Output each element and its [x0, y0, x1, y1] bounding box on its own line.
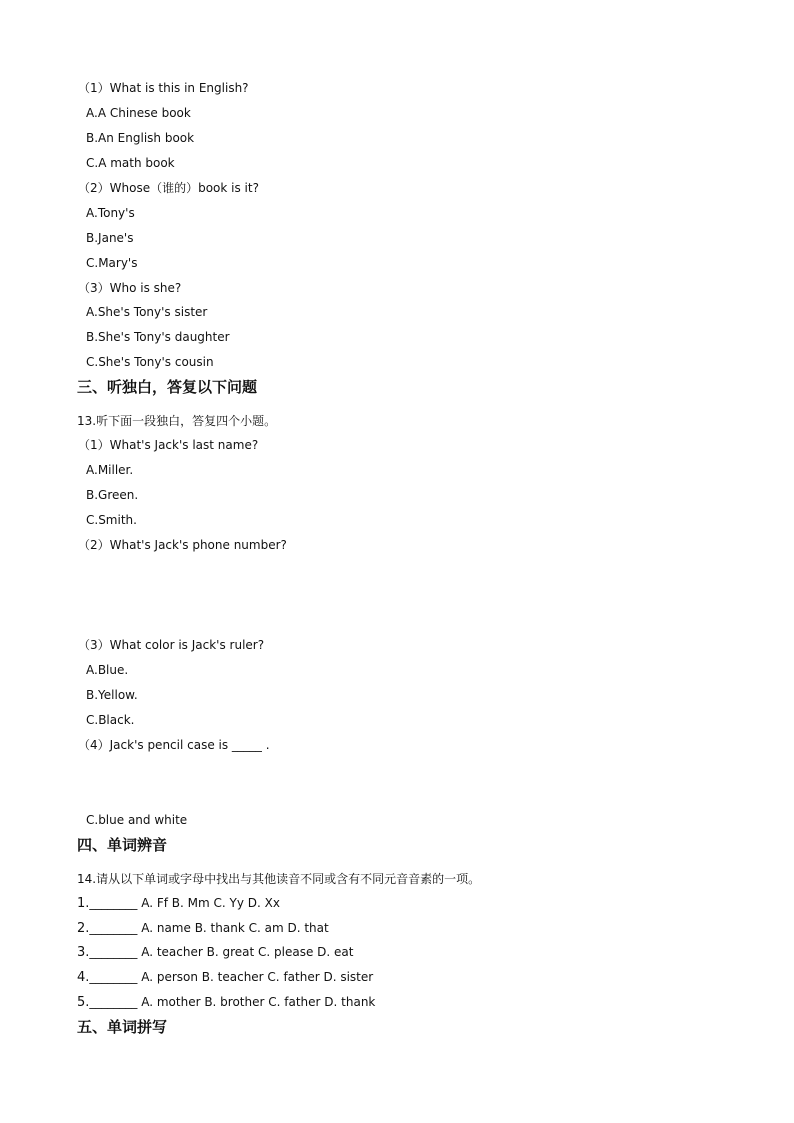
item-number: 4.: [77, 970, 90, 985]
option-a: A.Blue.: [86, 663, 129, 677]
option-c: C.Black.: [86, 713, 135, 727]
question-1-2: （2）Whose（谁的）book is it?: [78, 181, 259, 195]
list-item: [77, 969, 373, 986]
option-c: C.A math book: [86, 156, 175, 170]
list-item: [77, 994, 375, 1011]
item-text: A. name B. thank C. am D. that: [137, 921, 329, 935]
option-a: A.Miller.: [86, 463, 134, 477]
option-b: B.An English book: [86, 131, 195, 145]
question-13-3: （3）What color is Jack's ruler?: [78, 638, 265, 652]
option-b: B.Green.: [86, 488, 139, 502]
item-number: 2.: [77, 921, 90, 936]
item-text: A. teacher B. great C. please D. eat: [137, 945, 354, 959]
item-number: 1.: [77, 896, 90, 911]
option-c: C.Smith.: [86, 513, 137, 527]
section-3-intro: 13.听下面一段独白，答复四个小题。: [77, 414, 277, 428]
answer-blank[interactable]: ________: [89, 921, 138, 935]
item-text: A. mother B. brother C. father D. thank: [137, 995, 376, 1009]
question-13-2: （2）What's Jack's phone number?: [78, 538, 287, 552]
option-c: C.blue and white: [86, 813, 188, 827]
list-item: [77, 895, 280, 912]
option-b: B.She's Tony's daughter: [86, 330, 230, 344]
option-b: B.Yellow.: [86, 688, 138, 702]
option-a: A.She's Tony's sister: [86, 305, 208, 319]
section-4-intro: 14.请从以下单词或字母中找出与其他读音不同或含有不同元音音素的一项。: [77, 872, 481, 886]
option-c: C.Mary's: [86, 256, 138, 270]
option-a: A.A Chinese book: [86, 106, 191, 120]
question-13-4: （4）Jack's pencil case is _____ .: [78, 738, 270, 752]
section-4-heading: 四、单词辨音: [77, 836, 168, 854]
option-c: C.She's Tony's cousin: [86, 355, 214, 369]
question-1-1: （1）What is this in English?: [78, 81, 249, 95]
option-a: A.Tony's: [86, 206, 135, 220]
answer-blank[interactable]: ________: [89, 896, 138, 910]
question-13-1: （1）What's Jack's last name?: [78, 438, 259, 452]
answer-blank[interactable]: ________: [89, 970, 138, 984]
answer-blank[interactable]: ________: [89, 995, 138, 1009]
answer-blank[interactable]: ________: [89, 945, 138, 959]
item-text: A. Ff B. Mm C. Yy D. Xx: [137, 896, 280, 910]
list-item: [77, 944, 353, 961]
list-item: [77, 920, 329, 937]
item-text: A. person B. teacher C. father D. sister: [137, 970, 374, 984]
item-number: 3.: [77, 945, 90, 960]
question-1-3: （3）Who is she?: [78, 281, 182, 295]
section-3-heading: 三、听独白，答复以下问题: [77, 378, 258, 396]
option-b: B.Jane's: [86, 231, 134, 245]
item-number: 5.: [77, 995, 90, 1010]
section-5-heading: 五、单词拼写: [77, 1018, 168, 1036]
